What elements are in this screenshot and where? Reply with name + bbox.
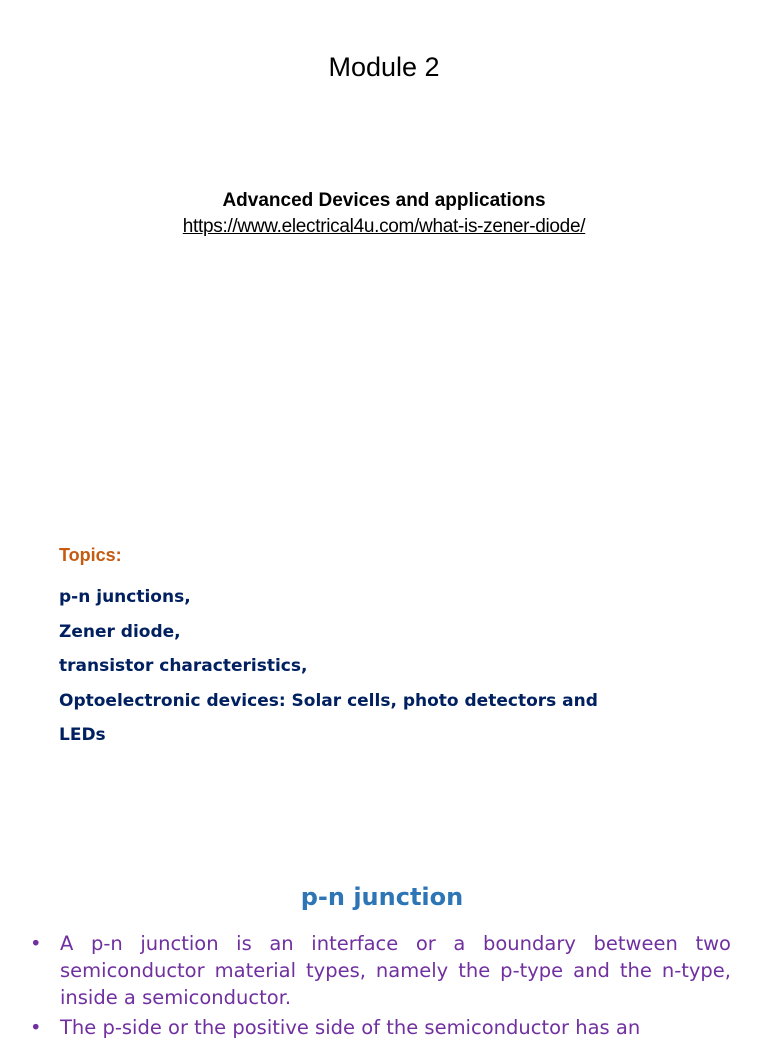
section-heading: p-n junction — [300, 883, 464, 911]
topic-item: Zener diode, — [59, 621, 181, 642]
reference-link[interactable]: https://www.electrical4u.com/what-is-zener-diode/ — [182, 216, 586, 237]
bullet-icon: • — [30, 1016, 42, 1039]
topic-item: transistor characteristics, — [59, 656, 308, 676]
topic-item: p-n junctions, — [59, 587, 191, 607]
module-subtitle: Advanced Devices and applications — [222, 190, 546, 211]
topics-label: Topics: — [59, 545, 122, 565]
page-title: Module 2 — [328, 52, 440, 82]
bullet-icon: • — [30, 932, 42, 955]
bullet-text: A p-n junction is an interface or a boundary between two semiconductor material types, namely the p-type and the n-type, inside a semiconductor. — [60, 932, 731, 1009]
bullet-text: The p-side or the positive side of the semiconductor has an — [60, 1016, 641, 1039]
bullet-list — [30, 930, 731, 1044]
topic-item: Optoelectronic devices: Solar cells, photo detectors and — [59, 690, 598, 711]
bullet-item — [30, 1014, 731, 1041]
topic-item: LEDs — [59, 725, 106, 745]
topics-list — [59, 580, 699, 753]
bullet-item — [30, 930, 731, 1011]
